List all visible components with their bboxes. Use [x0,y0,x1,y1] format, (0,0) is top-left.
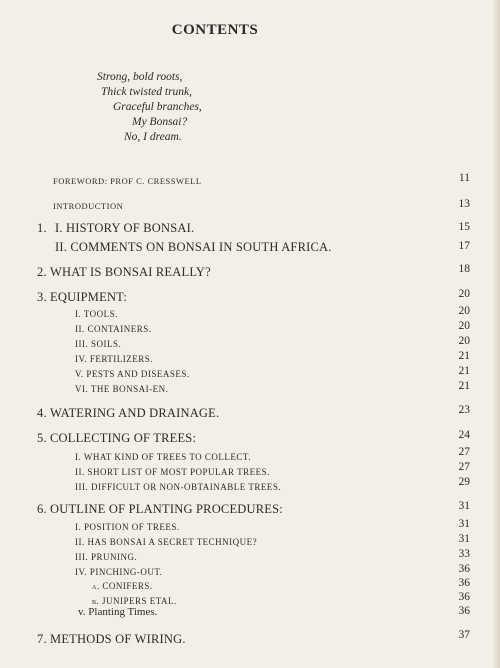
poem-line: Strong, bold roots, [97,71,183,83]
toc-subentry: b. JUNIPERS ETAL. [92,596,177,606]
toc-page-number: 24 [458,429,470,441]
toc-page-number: 29 [458,476,470,488]
toc-entry: I. HISTORY OF BONSAI. [55,221,195,235]
toc-number: 7. [37,632,47,646]
toc-entry: EQUIPMENT: [50,290,128,304]
toc-subentry: II. HAS BONSAI A SECRET TECHNIQUE? [75,537,258,547]
toc-subentry: I. WHAT KIND OF TREES TO COLLECT. [75,452,252,462]
toc-number: 5. [37,431,47,445]
toc-page-number: 21 [458,365,470,377]
toc-page-number: 15 [458,221,470,233]
toc-subentry: I. TOOLS. [75,309,118,319]
toc-entry-foreword: FOREWORD: PROF C. CRESSWELL [53,176,202,186]
toc-page-number: 13 [458,198,470,210]
toc-page-number: 21 [458,380,470,392]
toc-page-number: 27 [458,446,470,458]
toc-page-number: 21 [458,350,470,362]
toc-entry: OUTLINE OF PLANTING PROCEDURES: [50,502,283,516]
toc-subentry: V. PESTS AND DISEASES. [75,369,190,379]
toc-page-number: 36 [458,577,470,589]
toc-entry: WHAT IS BONSAI REALLY? [50,265,211,279]
toc-entry: COLLECTING OF TREES: [50,431,197,445]
toc-number: 1. [37,221,47,235]
toc-page-number: 31 [458,533,470,545]
toc-subentry: III. PRUNING. [75,552,138,562]
toc-subentry: VI. THE BONSAI-EN. [75,384,169,394]
toc-page-number: 11 [458,172,470,184]
toc-page-number: 36 [458,563,470,575]
toc-page-number: 18 [458,263,470,275]
toc-subentry: I. POSITION OF TREES. [75,522,180,532]
toc-page-number: 36 [458,605,470,617]
poem-line: No, I dream. [124,131,182,143]
toc-entry: WATERING AND DRAINAGE. [50,406,220,420]
page-edge-shadow [492,0,500,668]
toc-page-number: 33 [458,548,470,560]
toc-page-number: 20 [458,305,470,317]
toc-subentry: a. CONIFERS. [92,581,153,591]
toc-number: 3. [37,290,47,304]
toc-page-number: 20 [458,335,470,347]
toc-subentry: II. COMMENTS ON BONSAI IN SOUTH AFRICA. [55,240,332,254]
toc-page-number: 37 [458,629,470,641]
toc-subentry: IV. PINCHING-OUT. [75,567,163,577]
toc-subentry: v. Planting Times. [78,606,158,618]
poem-line: Thick twisted trunk, [101,86,193,98]
toc-subentry: II. SHORT LIST OF MOST POPULAR TREES. [75,467,270,477]
poem-line: Graceful branches, [113,101,202,113]
toc-page-number: 27 [458,461,470,473]
toc-page-number: 31 [458,500,470,512]
toc-subentry: III. SOILS. [75,339,122,349]
toc-subentry: II. CONTAINERS. [75,324,152,334]
toc-page-number: 20 [458,320,470,332]
poem-line: My Bonsai? [132,116,188,128]
toc-number: 2. [37,265,47,279]
toc-page-number: 20 [458,288,470,300]
toc-page-number: 31 [458,518,470,530]
toc-page-number: 23 [458,404,470,416]
toc-number: 6. [37,502,47,516]
toc-entry-introduction: INTRODUCTION [53,201,124,211]
toc-page-number: 17 [458,240,470,252]
toc-subentry: IV. FERTILIZERS. [75,354,154,364]
toc-number: 4. [37,406,47,420]
page-title: CONTENTS [171,22,259,38]
toc-page-number: 36 [458,591,470,603]
toc-entry: METHODS OF WIRING. [50,632,186,646]
toc-subentry: III. DIFFICULT OR NON-OBTAINABLE TREES. [75,482,282,492]
